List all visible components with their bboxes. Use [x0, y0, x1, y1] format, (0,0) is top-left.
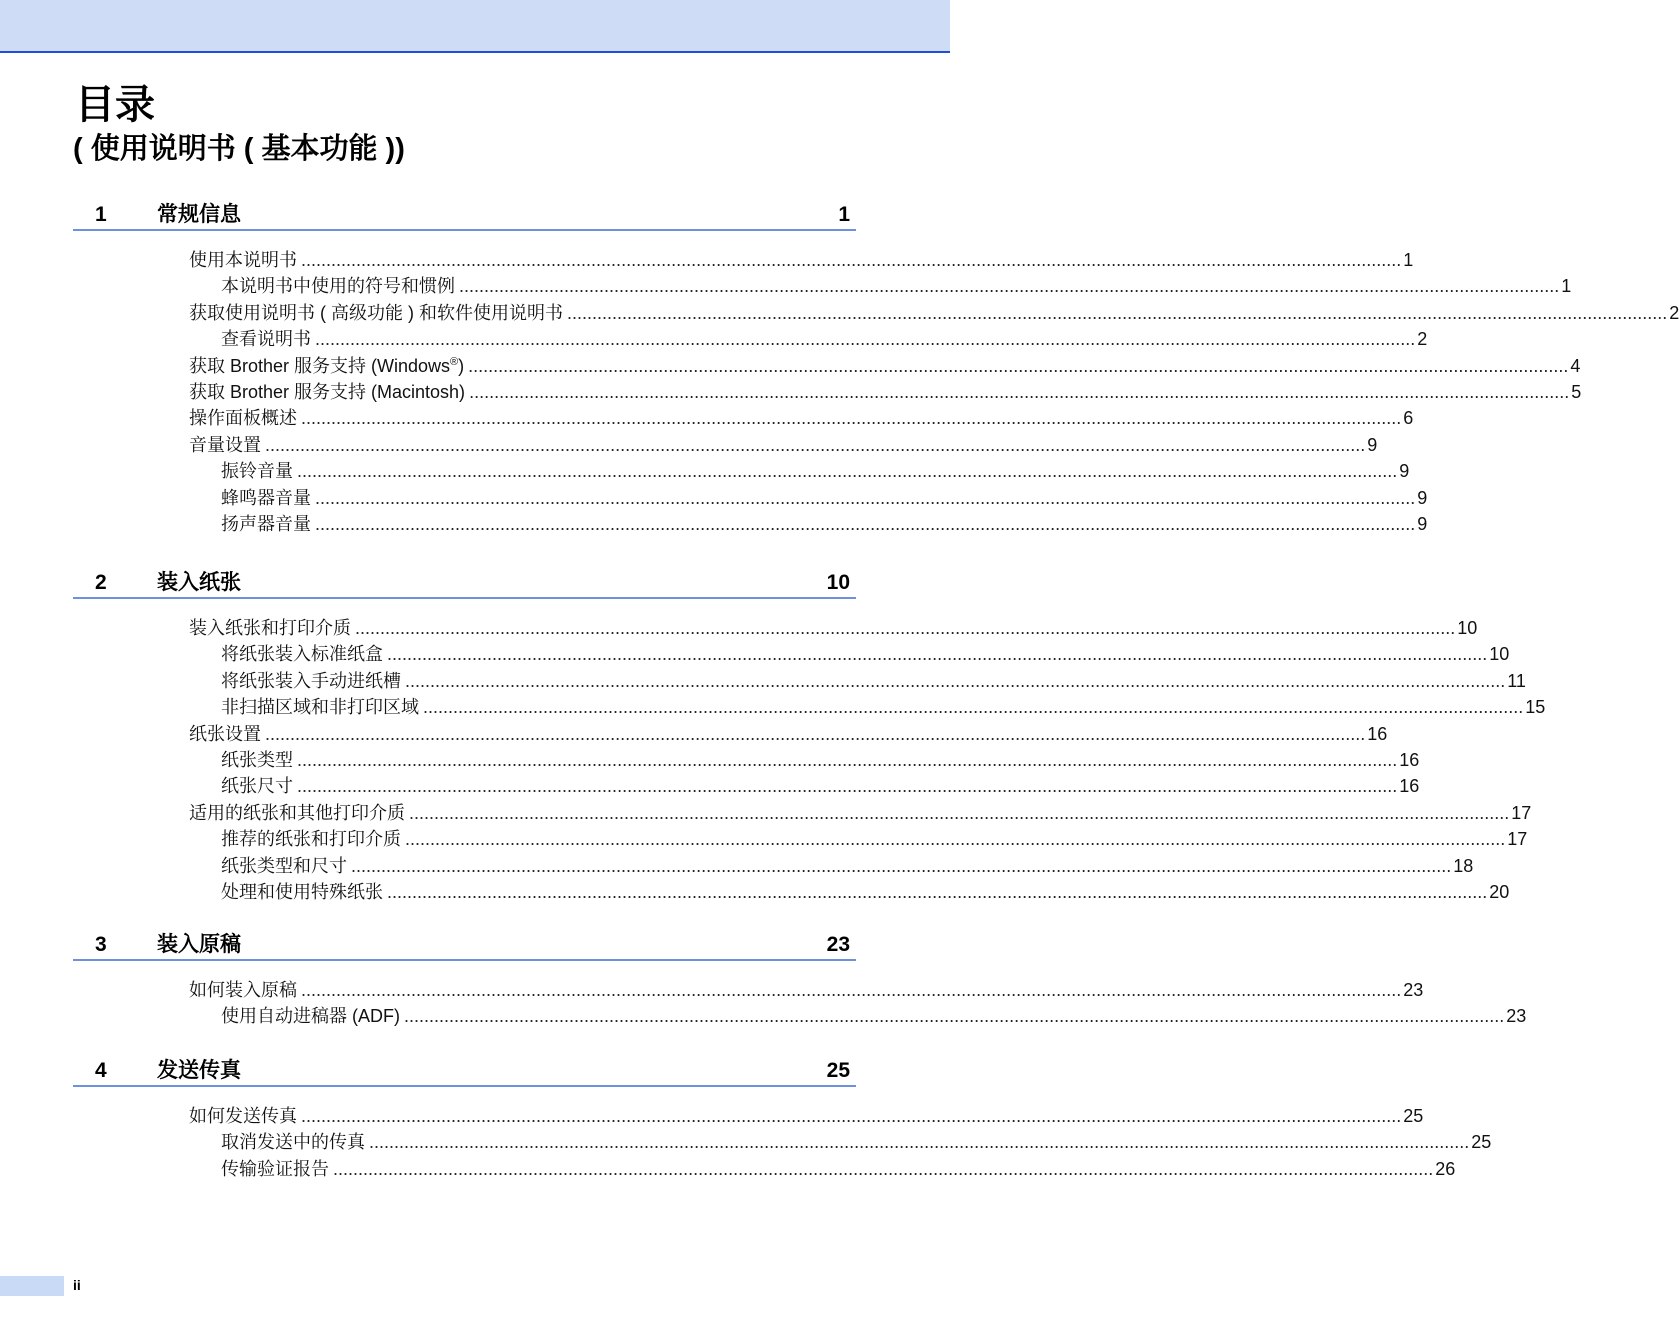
toc-label: 将纸张装入标准纸盒: [221, 644, 383, 665]
chapter-title: 装入原稿: [157, 933, 241, 956]
toc-entry[interactable]: [189, 353, 1581, 379]
toc-page-number: 2: [1417, 329, 1428, 350]
toc-entry[interactable]: [189, 247, 1414, 273]
toc-page-number: 4: [1570, 355, 1581, 376]
dot-leader: ............................................................................................................................................................................................................................: [567, 302, 1668, 323]
toc-label: 如何装入原稿: [189, 980, 297, 1000]
toc-label: 扬声器音量: [221, 513, 311, 534]
dot-leader: ............................................................................................................................................................................................................................: [404, 1006, 1505, 1027]
toc-page-number: 9: [1399, 461, 1410, 482]
toc-entry[interactable]: [221, 879, 1510, 905]
toc-label-text: 获取 Brother 服务支持 (Windows: [189, 355, 451, 376]
chapter-page: 1: [838, 203, 850, 226]
toc-page-number: 18: [1453, 855, 1474, 876]
footer-page-number: ii: [73, 1277, 81, 1293]
dot-leader: ............................................................................................................................................................................................................................: [405, 670, 1506, 691]
chapter-title: 发送传真: [157, 1059, 241, 1082]
toc-label: 振铃音量: [221, 461, 293, 482]
toc-page-number: 26: [1435, 1158, 1456, 1179]
page-subtitle: ( 使用说明书 ( 基本功能 )): [73, 133, 405, 165]
toc-entry[interactable]: [221, 694, 1546, 720]
toc-label: 取消发送中的传真: [221, 1132, 365, 1153]
dot-leader: ............................................................................................................................................................................................................................: [405, 829, 1506, 850]
toc-label: 装入纸张和打印介质: [189, 618, 351, 638]
dot-leader: ............................................................................................................................................................................................................................: [301, 250, 1402, 270]
toc-label-suffix: ): [458, 355, 465, 376]
toc-label: 纸张设置: [189, 723, 261, 744]
toc-page-number: 20: [1489, 881, 1510, 902]
toc-entry[interactable]: [221, 511, 1428, 537]
registered-mark: ®: [450, 355, 459, 368]
toc-page-number: 1: [1403, 250, 1414, 270]
dot-leader: ............................................................................................................................................................................................................................: [423, 697, 1524, 718]
toc-page-number: 23: [1403, 980, 1424, 1000]
footer-tab: [0, 1276, 64, 1296]
toc-page-number: 9: [1417, 513, 1428, 534]
chapter-page: 10: [826, 571, 850, 594]
dot-leader: ............................................................................................................................................................................................................................: [459, 276, 1560, 297]
dot-leader: ............................................................................................................................................................................................................................: [315, 329, 1416, 350]
toc-entry[interactable]: [221, 273, 1572, 299]
toc-label: 适用的纸张和其他打印介质: [189, 802, 405, 823]
toc-label: 纸张类型和尺寸: [221, 855, 347, 876]
toc-label: 如何发送传真: [189, 1106, 297, 1126]
dot-leader: ............................................................................................................................................................................................................................: [297, 749, 1398, 770]
toc-page-number: 16: [1367, 723, 1388, 744]
toc-page-number: 16: [1399, 749, 1420, 770]
toc-entry[interactable]: [189, 721, 1388, 747]
toc-entry[interactable]: [189, 432, 1378, 458]
toc-label: 使用自动进稿器 (ADF): [221, 1006, 400, 1027]
dot-leader: ............................................................................................................................................................................................................................: [301, 408, 1402, 429]
toc-page-number: 10: [1489, 644, 1510, 665]
toc-page-number: 10: [1457, 618, 1478, 638]
dot-leader: ............................................................................................................................................................................................................................: [315, 487, 1416, 508]
chapter-title: 常规信息: [157, 203, 241, 226]
chapter-page: 23: [826, 933, 850, 956]
toc-page-number: 23: [1506, 1006, 1527, 1027]
toc-label: 查看说明书: [221, 329, 311, 350]
toc-page-number: 16: [1399, 776, 1420, 797]
toc-page-number: 6: [1403, 408, 1414, 429]
toc-page-number: 9: [1367, 434, 1378, 455]
dot-leader: ............................................................................................................................................................................................................................: [409, 802, 1510, 823]
dot-leader: ............................................................................................................................................................................................................................: [265, 723, 1366, 744]
chapter-number: 4: [95, 1059, 107, 1082]
toc-label: 获取使用说明书 ( 高级功能 ) 和软件使用说明书: [189, 302, 563, 323]
chapter-title: 装入纸张: [157, 571, 241, 594]
header-band: [0, 0, 950, 53]
dot-leader: ............................................................................................................................................................................................................................: [355, 618, 1456, 638]
toc-entry[interactable]: [221, 853, 1474, 879]
toc-entry[interactable]: [221, 326, 1428, 352]
chapter-page: 25: [826, 1059, 850, 1082]
dot-leader: ............................................................................................................................................................................................................................: [297, 461, 1398, 482]
dot-leader: ............................................................................................................................................................................................................................: [315, 513, 1416, 534]
toc-page-number: 5: [1571, 381, 1582, 402]
toc-entry[interactable]: [189, 1103, 1424, 1129]
toc-label: 将纸张装入手动进纸槽: [221, 670, 401, 691]
dot-leader: ............................................................................................................................................................................................................................: [387, 881, 1488, 902]
toc-entry[interactable]: [221, 1003, 1527, 1029]
toc-entry[interactable]: [189, 405, 1414, 431]
toc-label: 传输验证报告: [221, 1158, 329, 1179]
toc-entry[interactable]: [189, 977, 1424, 1003]
toc-entry[interactable]: [189, 300, 1679, 326]
toc-page-number: 17: [1511, 802, 1532, 823]
toc-page-number: 17: [1507, 829, 1528, 850]
toc-entry[interactable]: [189, 379, 1582, 405]
toc-label: 蜂鸣器音量: [221, 487, 311, 508]
chapter-3: [73, 932, 1527, 1030]
dot-leader: ............................................................................................................................................................................................................................: [301, 1106, 1402, 1126]
dot-leader: ............................................................................................................................................................................................................................: [469, 381, 1570, 402]
toc-label: 本说明书中使用的符号和惯例: [221, 276, 455, 297]
toc-entry[interactable]: [221, 1129, 1492, 1155]
chapter-heading[interactable]: [73, 570, 856, 599]
toc-page-number: 15: [1525, 697, 1546, 718]
dot-leader: ............................................................................................................................................................................................................................: [369, 1132, 1470, 1153]
toc-label: 音量设置: [189, 434, 261, 455]
toc-label: 非扫描区域和非打印区域: [221, 697, 419, 718]
toc-entry[interactable]: [189, 615, 1478, 641]
toc-page-number: 11: [1507, 670, 1526, 691]
dot-leader: ............................................................................................................................................................................................................................: [301, 980, 1402, 1000]
toc-label: 获取 Brother 服务支持 (Macintosh): [189, 381, 466, 402]
toc-page-number: 2: [1669, 302, 1679, 323]
toc-entry[interactable]: [221, 641, 1510, 667]
chapter-2: [73, 570, 1546, 905]
toc-page-number: 25: [1471, 1132, 1492, 1153]
toc-entry[interactable]: [221, 1156, 1456, 1182]
dot-leader: ............................................................................................................................................................................................................................: [297, 776, 1398, 797]
chapter-number: 2: [95, 571, 107, 594]
toc-entry[interactable]: [221, 485, 1428, 511]
dot-leader: ............................................................................................................................................................................................................................: [468, 355, 1569, 376]
toc-entry[interactable]: [221, 458, 1410, 484]
toc-entry[interactable]: [221, 668, 1526, 694]
chapter-1: [73, 202, 1679, 537]
toc-entry[interactable]: [221, 747, 1420, 773]
dot-leader: ............................................................................................................................................................................................................................: [387, 644, 1488, 665]
toc-page-number: 1: [1561, 276, 1572, 297]
toc-label: 使用本说明书: [189, 250, 297, 270]
chapter-heading[interactable]: [73, 932, 856, 961]
toc-entry[interactable]: [189, 800, 1532, 826]
toc-entry[interactable]: [221, 773, 1420, 799]
chapter-heading[interactable]: [73, 1058, 856, 1087]
chapter-number: 3: [95, 933, 107, 956]
toc-label: 处理和使用特殊纸张: [221, 881, 383, 902]
toc-label: 推荐的纸张和打印介质: [221, 829, 401, 850]
toc-label: [189, 353, 464, 379]
toc-label: 纸张类型: [221, 749, 293, 770]
dot-leader: ............................................................................................................................................................................................................................: [265, 434, 1366, 455]
dot-leader: ............................................................................................................................................................................................................................: [333, 1158, 1434, 1179]
toc-page-number: 25: [1403, 1106, 1424, 1126]
toc-entry[interactable]: [221, 826, 1528, 852]
chapter-heading[interactable]: [73, 202, 856, 231]
toc-label: 纸张尺寸: [221, 776, 293, 797]
page-title: 目录: [75, 83, 155, 127]
chapter-number: 1: [95, 203, 107, 226]
toc-page-number: 9: [1417, 487, 1428, 508]
dot-leader: ............................................................................................................................................................................................................................: [351, 855, 1452, 876]
chapter-4: [73, 1058, 1492, 1182]
toc-label: 操作面板概述: [189, 408, 297, 429]
